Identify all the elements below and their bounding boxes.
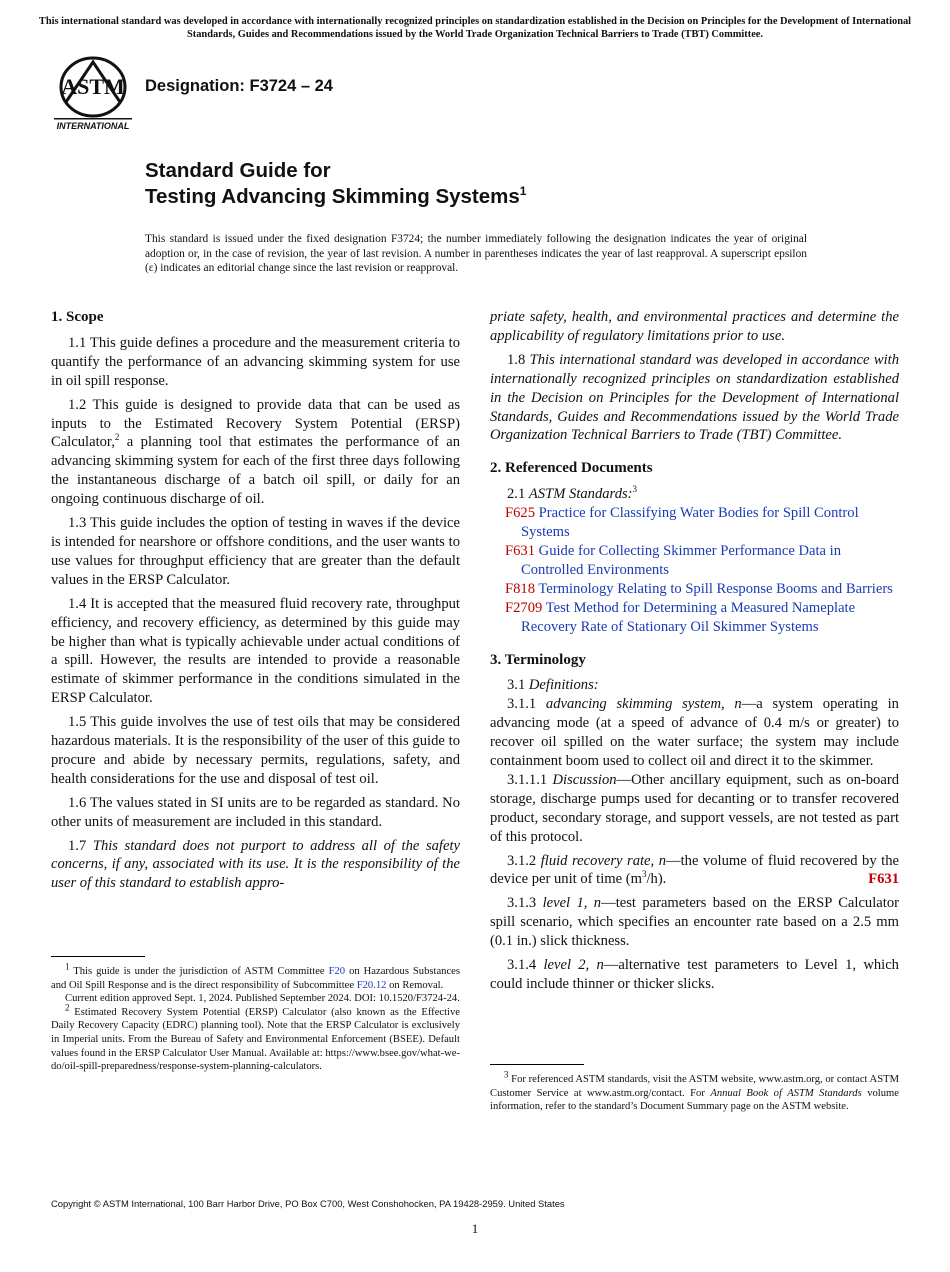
term-fluid-recovery-rate: fluid recovery rate, n [540, 852, 666, 869]
para-3-1-2-number: 3.1.2 [507, 852, 541, 869]
para-3-1-label: Definitions: [528, 677, 599, 694]
term-advancing-skimming-system: advancing skimming system, n [545, 696, 742, 713]
left-footnotes [51, 956, 460, 1074]
para-2-1 [490, 485, 899, 504]
para-3-1-number: 3.1 [507, 677, 529, 694]
footnote-3 [490, 1069, 899, 1114]
term-level-1: level 1, n [542, 895, 602, 912]
term-level-2: level 2, n [543, 957, 604, 974]
para-1-5: 1.5 This guide involves the use of test oils that may be considered hazardous materials. It is the responsibility of the user of this guide to procure and abide by necessary permits, regulations, safety, and health considerations for the use and disposal of test oil. [51, 714, 460, 787]
para-3-1-3-number: 3.1.3 [507, 895, 543, 912]
reference-item-f631[interactable] [490, 542, 899, 580]
discussion-text: —Other ancillary equipment, such as on-board storage, discharge pumps used for decanting or to transfer recovered product, secondary storage, and support vessels, are not tested as part of this protocol. [490, 771, 899, 845]
reference-item-f2709[interactable] [490, 599, 899, 637]
reference-title: Test Method for Determining a Measured Nameplate Recovery Rate of Stationary Oil Skimmer Systems [521, 599, 856, 635]
astm-logo [52, 56, 134, 132]
astm-logo-letters: ASTM [61, 74, 125, 99]
footnote-1-text-a: This guide is under the jurisdiction of ASTM Committee [69, 966, 329, 977]
section-3-heading: 3. Terminology [490, 651, 586, 668]
discussion-label: Discussion [552, 771, 617, 788]
para-3-1-4 [490, 956, 899, 994]
para-2-1-label: ASTM Standards: [528, 486, 633, 503]
para-1-7-number: 1.7 [68, 837, 93, 854]
para-3-1 [490, 676, 899, 695]
reference-item-f818[interactable] [490, 580, 899, 599]
para-3-1-1-number: 3.1.1 [507, 696, 546, 713]
para-1-2-text-b: a planning tool that estimates the performance of an advancing skimming system for each of the first three days following the instantaneous discharge of a batch oil spill, or daily for an ongoing continuous discharge of oil. [51, 434, 460, 508]
section-2-heading: 2. Referenced Documents [490, 460, 653, 477]
para-1-8 [490, 351, 899, 446]
para-2-1-footnote-mark: 3 [632, 484, 638, 495]
reference-title: Terminology Relating to Spill Response Booms and Barriers [535, 580, 893, 597]
footnote-1-text-c: on Removal. [386, 979, 444, 991]
right-footnotes [490, 1064, 899, 1114]
footnote-1-mark: 1 [65, 961, 70, 972]
astm-logo-wordmark: INTERNATIONAL [56, 121, 130, 131]
annual-book-title: Annual Book of ASTM Standards [710, 1087, 862, 1099]
section-1-heading: 1. Scope [51, 309, 104, 325]
para-1-4: 1.4 It is accepted that the measured fluid recovery rate, throughput efficiency, and recovery efficiency, as determined by this guide may be higher than what is typically achievable under actual conditions of a spill. However, the results are intended to provide a reasonable estimate of skimmer performance in the conditions simulated in the ERSP Calculator. [51, 595, 460, 707]
footnote-1-text-b: on Hazardous Substances and Oil Spill Response and is the direct responsibility of Subcommittee [51, 966, 460, 991]
page-number: 1 [471, 1221, 479, 1236]
para-1-8-text: This international standard was developed in accordance with internationally recognized principles on standardization established in the Decision on Principles for the Development of International Standards, Guides and Recommendations issued by the World Trade Organization Technical Barriers to Trade (TBT) Committee. [490, 351, 900, 444]
reference-code: F631 [505, 542, 536, 559]
para-1-2-footnote-mark: 2 [114, 432, 120, 443]
title-line-2-text: Testing Advancing Skimming Systems [145, 185, 520, 208]
reference-code: F625 [505, 505, 536, 522]
footnote-3-mark: 3 [504, 1069, 509, 1080]
para-3-1-1-1-number: 3.1.1.1 [507, 771, 553, 788]
para-1-8-number: 1.8 [507, 351, 530, 368]
definition-fluid-recovery-rate-a: —the volume of fluid recovered by the device per unit of time (m [490, 852, 899, 888]
reference-code: F818 [505, 580, 536, 597]
designation: Designation: F3724 – 24 [145, 77, 333, 95]
right-column [490, 308, 899, 999]
reference-title: Guide for Collecting Skimmer Performance Data in Controlled Environments [521, 542, 841, 578]
committee-f20-link[interactable]: F20 [328, 966, 346, 977]
footnote-2-text: Estimated Recovery System Potential (ERSP) Calculator (also known as the Effective Daily Recovery Capacity (EDRC) planning tool). Note that the ERSP Calculator is exclusively in Imperial units. From the Bureau of Safety and Environmental Enforcement (BSEE). Default values found in the ERSP Calculator User Manual. Available at: https://www.bsee.gov/what-we-do/oil-spill-preparedness/response-system-planning-calculators. [51, 1006, 460, 1073]
definition-fluid-recovery-rate-b: /h). [646, 871, 667, 888]
footnote-1-edition: Current edition approved Sept. 1, 2024. Published September 2024. DOI: 10.1520/F3724-24. [65, 993, 460, 1005]
issued-note: This standard is issued under the fixed designation F3724; the number immediately following the designation indicates the year of original adoption or, in the case of revision, the year of last revision. A number in parentheses indicates the year of last reapproval. A superscript epsilon (ε) indicates an editorial change since the last revision or reapproval. [145, 233, 807, 275]
para-1-2-text-a: 1.2 This guide is designed to provide data that can be used as inputs to the Estimated Recovery System Potential (ERSP) Calculator, [51, 396, 460, 451]
para-1-7-text: This standard does not purport to address all of the safety concerns, if any, associated with its use. It is the responsibility of the user of this standard to establish appro- [51, 837, 460, 892]
para-1-7-continued: priate safety, health, and environmental practices and determine the applicability of regulatory limitations prior to use. [490, 309, 899, 344]
cubic-superscript: 3 [641, 869, 647, 880]
para-1-1: 1.1 This guide defines a procedure and the measurement criteria to quantify the performance of an advancing skimming system for use in oil spill response. [51, 334, 460, 389]
para-1-3: 1.3 This guide includes the option of testing in waves if the device is intended for nearshore or offshore conditions, and the user wants to use values for throughput efficiency that are greater than the default values in the ERSP Calculator. [51, 515, 460, 588]
para-3-1-3 [490, 894, 899, 951]
para-2-1-number: 2.1 [507, 486, 529, 503]
reference-item-f625[interactable] [490, 504, 899, 542]
footnote-1 [51, 961, 460, 992]
para-3-1-1 [490, 695, 899, 771]
left-column [51, 308, 460, 898]
para-3-1-1-1 [490, 771, 899, 847]
footnote-3-text-a: For referenced ASTM standards, visit the ASTM website, www.astm.org, or contact ASTM Customer Service at www.astm.org/contact. For [490, 1074, 899, 1099]
footnote-2 [51, 1002, 460, 1074]
footnote-2-mark: 2 [65, 1002, 70, 1013]
document-title [145, 158, 526, 210]
reference-title: Practice for Classifying Water Bodies for Spill Control Systems [521, 505, 859, 541]
definition-advancing-skimming-system: —a system operating in advancing mode (at a speed of advance of 0.4 m/s or greater) to recover oil spilled on the water surface; the system may include containment boom used to collect oil and direct it to the skimmer. [490, 696, 899, 770]
footnote-3-text-b: volume information, refer to the standard’s Document Summary page on the ASTM website. [490, 1087, 899, 1113]
para-3-1-2 [490, 852, 899, 890]
title-line-2 [145, 184, 526, 210]
tbt-banner: This international standard was developed in accordance with internationally recognized principles on standardization established in the Decision on Principles for the Development of International Standards, Guides and Recommendations issued by the World Trade Organization Technical Barriers to Trade (TBT) Committee. [38, 16, 912, 40]
title-line-1: Standard Guide for [145, 159, 331, 182]
para-1-7 [51, 837, 460, 894]
copyright-line: Copyright © ASTM International, 100 Barr Harbor Drive, PO Box C700, West Conshohocken, PA 19428-2959. United States [51, 1198, 565, 1209]
reference-code: F2709 [505, 599, 543, 616]
para-1-2 [51, 396, 460, 509]
definition-level-1: —test parameters based on the ERSP Calculator spill scenario, which specifies an encounter rate based on a 2.5 mm (0.1 in.) slick thickness. [490, 895, 899, 950]
title-footnote-mark: 1 [519, 184, 527, 199]
para-3-1-4-number: 3.1.4 [507, 957, 544, 974]
f631-source-link[interactable]: F631 [868, 871, 899, 888]
subcommittee-f20-12-link[interactable]: F20.12 [356, 979, 387, 991]
para-1-6: 1.6 The values stated in SI units are to be regarded as standard. No other units of measurement are included in this standard. [51, 794, 460, 830]
definition-level-2: —alternative test parameters to Level 1, which could include thinner or thicker slicks. [490, 957, 899, 992]
astm-logo-graphic [52, 56, 134, 132]
